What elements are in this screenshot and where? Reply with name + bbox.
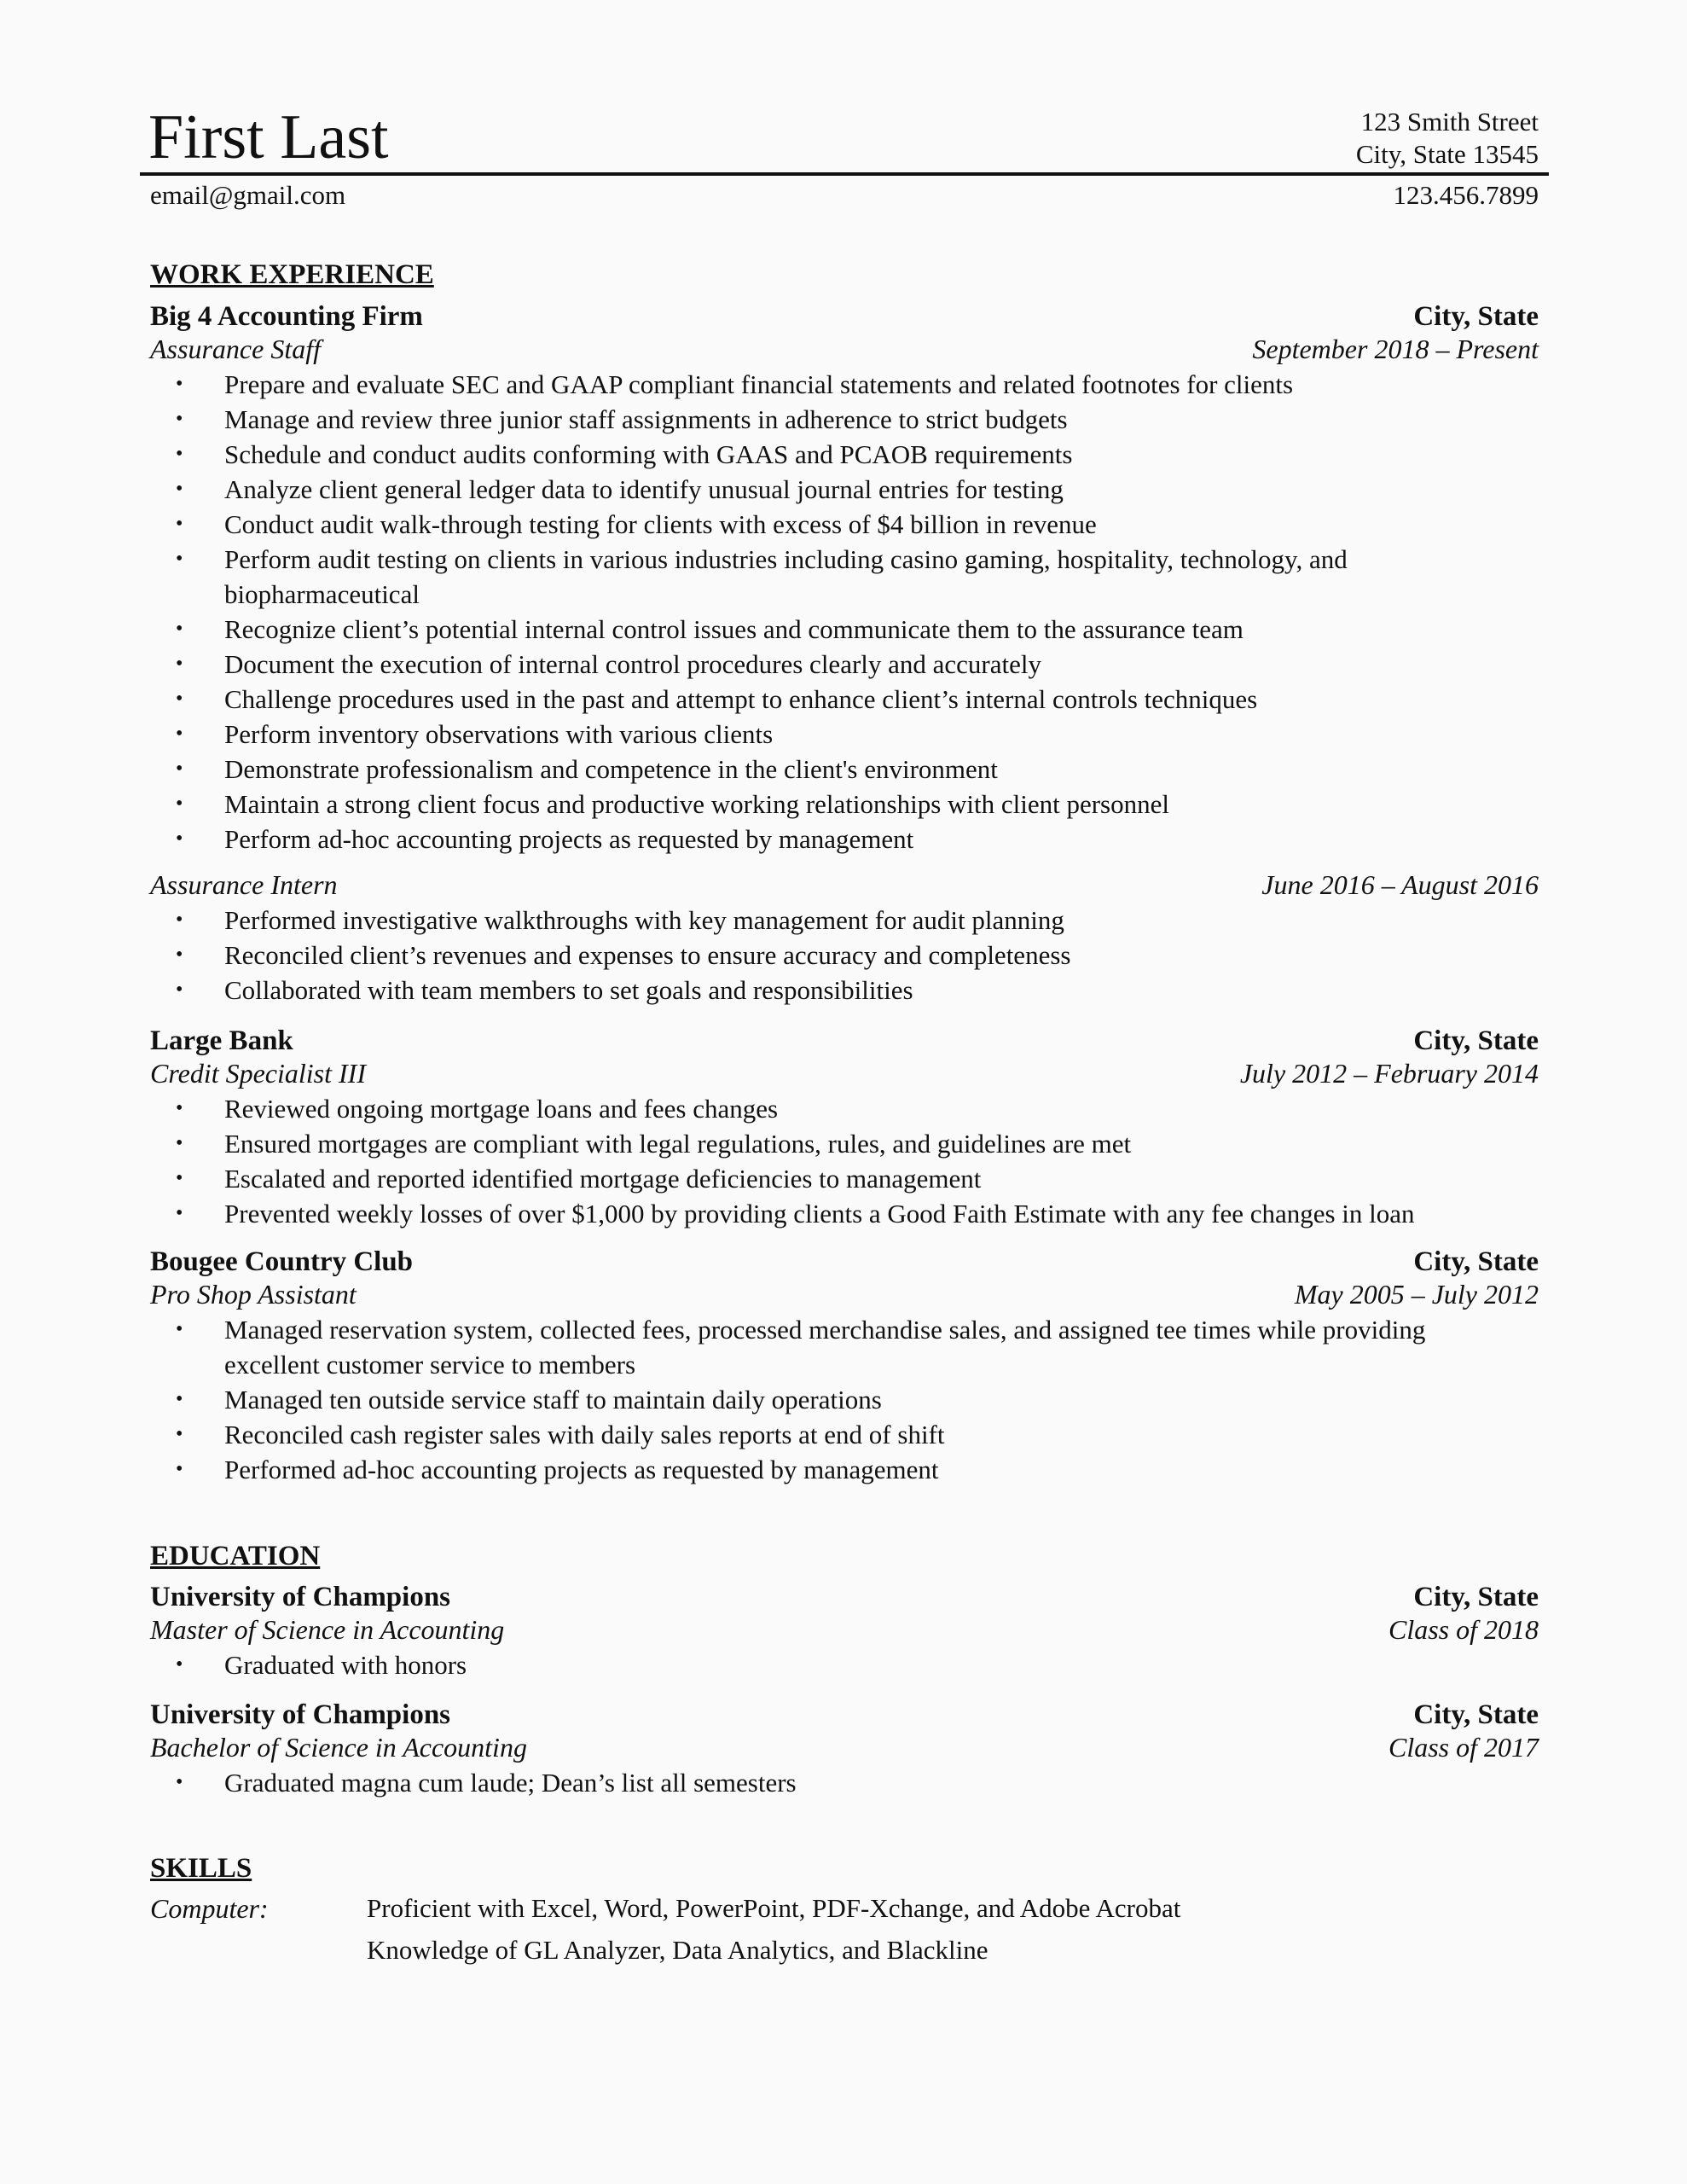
email: email@gmail.com: [150, 180, 346, 210]
education-subheader: [150, 1731, 1539, 1763]
job-location: City, State: [1413, 301, 1539, 332]
education-bullets: [150, 1765, 1539, 1800]
job-dates: May 2005 – July 2012: [1294, 1279, 1539, 1310]
skills-line: Proficient with Excel, Word, PowerPoint, PDF-Xchange, and Adobe Acrobat: [367, 1893, 1181, 1923]
job-entry: [150, 1025, 1539, 1231]
header-divider: [140, 172, 1549, 176]
education-header: [150, 1699, 1539, 1731]
class-year: Class of 2018: [1388, 1614, 1539, 1645]
section-title-skills: SKILLS: [150, 1853, 252, 1884]
bullet-item: • Maintain a strong client focus and productive working relationships with client personnel: [150, 787, 1539, 822]
bullet-item: • Manage and review three junior staff assignments in adherence to strict budgets: [150, 402, 1539, 437]
degree: Bachelor of Science in Accounting: [150, 1732, 527, 1763]
bullet-item: • Recognize client’s potential internal control issues and communicate them to the assurance team: [150, 612, 1539, 647]
job-header: [150, 1246, 1539, 1278]
bullet-item: • Graduated magna cum laude; Dean’s list all semesters: [150, 1765, 1539, 1800]
job-subheader: [150, 333, 1539, 365]
job-role: Credit Specialist III: [150, 1058, 366, 1089]
school-name: University of Champions: [150, 1582, 451, 1612]
school-location: City, State: [1413, 1699, 1539, 1730]
bullet-item: • Perform inventory observations with various clients: [150, 717, 1539, 752]
bullet-item: • Reconciled cash register sales with daily sales reports at end of shift: [150, 1417, 1539, 1452]
bullet-item: • Perform ad-hoc accounting projects as requested by management: [150, 822, 1539, 857]
bullet-item: • Performed investigative walkthroughs with key management for audit planning: [150, 903, 1539, 938]
bullet-item: • Prevented weekly losses of over $1,000 by providing clients a Good Faith Estimate with any fee changes in loan: [150, 1196, 1539, 1231]
job-dates: July 2012 – February 2014: [1239, 1058, 1539, 1089]
job-subheader: [150, 1057, 1539, 1089]
bullet-item: • Managed ten outside service staff to maintain daily operations: [150, 1382, 1539, 1417]
job-bullets: [150, 1091, 1539, 1231]
job-header: [150, 300, 1539, 333]
job-org: Large Bank: [150, 1025, 293, 1056]
job-location: City, State: [1413, 1025, 1539, 1056]
section-title-education: EDUCATION: [150, 1541, 321, 1571]
class-year: Class of 2017: [1388, 1732, 1539, 1763]
job-dates: June 2016 – August 2016: [1261, 869, 1539, 900]
bullet-item: • Graduated with honors: [150, 1647, 1539, 1682]
job-role: Assurance Staff: [150, 334, 321, 364]
job-subheader: [150, 1278, 1539, 1310]
skills-line: Knowledge of GL Analyzer, Data Analytics, and Blackline: [367, 1935, 988, 1965]
bullet-item: • Demonstrate professionalism and competence in the client's environment: [150, 752, 1539, 787]
school-location: City, State: [1413, 1582, 1539, 1612]
address-line-2: City, State 13545: [1355, 139, 1539, 169]
job-role: Pro Shop Assistant: [150, 1279, 357, 1310]
address-line-1: 123 Smith Street: [1360, 107, 1539, 136]
job-org: Bougee Country Club: [150, 1246, 414, 1277]
job-org: Big 4 Accounting Firm: [150, 301, 423, 332]
education-header: [150, 1581, 1539, 1613]
bullet-item: • Collaborated with team members to set goals and responsibilities: [150, 973, 1539, 1008]
bullet-item: • Conduct audit walk-through testing for clients with excess of $4 billion in revenue: [150, 507, 1539, 542]
education-entry: [150, 1581, 1539, 1682]
bullet-item: • Performed ad-hoc accounting projects as requested by management: [150, 1452, 1539, 1487]
section-title-work: WORK EXPERIENCE: [150, 259, 434, 290]
bullet-item: • Document the execution of internal control procedures clearly and accurately: [150, 647, 1539, 682]
candidate-name: First Last: [148, 102, 389, 172]
degree: Master of Science in Accounting: [150, 1614, 505, 1645]
bullet-item: • Managed reservation system, collected fees, processed merchandise sales, and assigned tee times while providing excellent customer service to members: [150, 1312, 1539, 1382]
job-location: City, State: [1413, 1246, 1539, 1277]
education-subheader: [150, 1613, 1539, 1646]
bullet-item: • Analyze client general ledger data to identify unusual journal entries for testing: [150, 472, 1539, 507]
bullet-item: • Challenge procedures used in the past and attempt to enhance client’s internal controls techniques: [150, 682, 1539, 717]
job-bullets: [150, 367, 1539, 857]
education-bullets: [150, 1647, 1539, 1682]
education-entry: [150, 1699, 1539, 1800]
bullet-item: • Schedule and conduct audits conforming with GAAS and PCAOB requirements: [150, 437, 1539, 472]
phone: 123.456.7899: [1393, 180, 1539, 210]
bullet-item: • Prepare and evaluate SEC and GAAP compliant financial statements and related footnotes for clients: [150, 367, 1539, 402]
job-header: [150, 1025, 1539, 1057]
bullet-item: • Escalated and reported identified mortgage deficiencies to management: [150, 1161, 1539, 1196]
job-bullets: [150, 1312, 1539, 1487]
skills-label: Computer:: [150, 1893, 269, 1924]
job-dates: September 2018 – Present: [1252, 334, 1539, 364]
job-bullets: [150, 903, 1539, 1008]
job-entry: [150, 1246, 1539, 1487]
job-entry: [150, 300, 1539, 1008]
job-subheader: [150, 868, 1539, 901]
school-name: University of Champions: [150, 1699, 451, 1730]
bullet-item: • Perform audit testing on clients in various industries including casino gaming, hospitality, technology, and biopharmaceutical: [150, 542, 1539, 612]
bullet-item: • Ensured mortgages are compliant with legal regulations, rules, and guidelines are met: [150, 1126, 1539, 1161]
job-role: Assurance Intern: [150, 869, 338, 900]
bullet-item: • Reconciled client’s revenues and expenses to ensure accuracy and completeness: [150, 938, 1539, 973]
bullet-item: • Reviewed ongoing mortgage loans and fees changes: [150, 1091, 1539, 1126]
